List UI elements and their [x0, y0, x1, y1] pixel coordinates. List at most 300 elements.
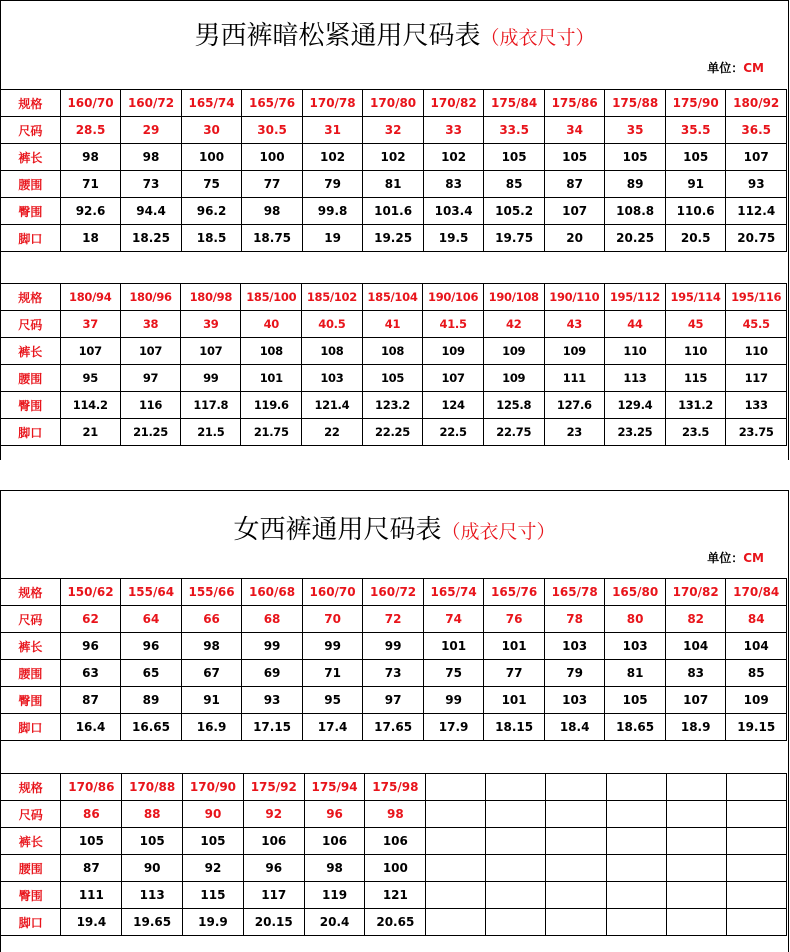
table-cell: 99: [181, 365, 241, 392]
table-cell: [546, 828, 606, 855]
table-cell: 165/76: [484, 579, 545, 606]
table-cell: 21: [60, 419, 120, 446]
table-cell: 89: [121, 687, 182, 714]
table-cell: 105: [362, 365, 423, 392]
table-cell: 17.9: [423, 714, 484, 741]
table-cell: 30: [181, 117, 242, 144]
row-label: 腰围: [1, 855, 61, 882]
table-cell: 112.4: [726, 198, 787, 225]
table-cell: 170/78: [302, 90, 363, 117]
table-cell: 63: [60, 660, 121, 687]
table-cell: 185/104: [362, 284, 423, 311]
length-row: [1, 338, 787, 365]
table-cell: 18.65: [605, 714, 666, 741]
table-cell: 175/84: [484, 90, 545, 117]
table-cell: [666, 801, 726, 828]
row-label: 裤长: [1, 828, 61, 855]
table-cell: 17.4: [302, 714, 363, 741]
table-cell: 23: [544, 419, 605, 446]
table-cell: [606, 882, 666, 909]
table-cell: 70: [302, 606, 363, 633]
size-row: [1, 311, 787, 338]
table-cell: 87: [60, 687, 121, 714]
table-cell: 40: [241, 311, 302, 338]
table-cell: 17.65: [363, 714, 424, 741]
table-cell: 98: [365, 801, 426, 828]
table-cell: 109: [483, 338, 544, 365]
table-cell: 106: [304, 828, 365, 855]
row-label: 尺码: [1, 311, 61, 338]
table-cell: 170/84: [726, 579, 787, 606]
table-cell: 19.9: [183, 909, 244, 936]
table-cell: 121.4: [302, 392, 363, 419]
table-cell: 108: [241, 338, 302, 365]
table-cell: 110: [726, 338, 787, 365]
table-cell: [666, 855, 726, 882]
table-cell: 33: [423, 117, 484, 144]
table-cell: 96.2: [181, 198, 242, 225]
table-cell: 107: [665, 687, 726, 714]
women-unit-label: [707, 549, 764, 566]
table-cell: 100: [242, 144, 303, 171]
row-label: 脚口: [1, 225, 61, 252]
row-label: 臀围: [1, 687, 61, 714]
table-cell: 22.25: [362, 419, 423, 446]
table-cell: 190/108: [483, 284, 544, 311]
table-cell: 64: [121, 606, 182, 633]
hip-row: [1, 882, 787, 909]
men-table-block2: [0, 283, 787, 446]
table-cell: 73: [121, 171, 182, 198]
table-cell: 99: [302, 633, 363, 660]
men-unit-label-text: 单位：: [707, 61, 744, 75]
women-table-block2: [0, 773, 787, 936]
table-cell: 131.2: [665, 392, 726, 419]
hem-row: [1, 419, 787, 446]
table-cell: [546, 774, 606, 801]
table-cell: 190/110: [544, 284, 605, 311]
table-cell: 96: [304, 801, 365, 828]
table-cell: 117.8: [181, 392, 241, 419]
table-cell: 40.5: [302, 311, 363, 338]
table-cell: 99: [363, 633, 424, 660]
table-cell: 99.8: [302, 198, 363, 225]
table-cell: 104: [665, 633, 726, 660]
table-cell: 110.6: [665, 198, 726, 225]
table-cell: 29: [121, 117, 182, 144]
hip-row: [1, 198, 787, 225]
table-cell: 114.2: [60, 392, 120, 419]
table-cell: 180/98: [181, 284, 241, 311]
table-cell: 106: [243, 828, 304, 855]
table-cell: 74: [423, 606, 484, 633]
table-cell: 170/82: [423, 90, 484, 117]
table-cell: 44: [605, 311, 666, 338]
spec-row: [1, 579, 787, 606]
table-cell: 90: [183, 801, 244, 828]
table-cell: 19.65: [122, 909, 183, 936]
table-cell: [486, 855, 546, 882]
table-cell: 45.5: [726, 311, 787, 338]
table-cell: 41.5: [423, 311, 484, 338]
table-cell: [426, 801, 486, 828]
men-unit-label: [707, 59, 764, 76]
row-label: 臀围: [1, 198, 61, 225]
table-cell: 75: [423, 660, 484, 687]
table-cell: 28.5: [60, 117, 121, 144]
table-cell: [726, 828, 786, 855]
table-cell: 98: [60, 144, 121, 171]
table-cell: 79: [544, 660, 605, 687]
table-cell: 105: [665, 144, 726, 171]
row-label: 脚口: [1, 714, 61, 741]
table-cell: 121: [365, 882, 426, 909]
table-cell: 87: [544, 171, 605, 198]
waist-row: [1, 365, 787, 392]
table-cell: 72: [363, 606, 424, 633]
table-cell: 102: [302, 144, 363, 171]
hip-row: [1, 687, 787, 714]
table-cell: 106: [365, 828, 426, 855]
table-cell: 18.9: [665, 714, 726, 741]
table-cell: 103: [544, 633, 605, 660]
table-cell: 81: [605, 660, 666, 687]
table-cell: [426, 882, 486, 909]
table-cell: 103.4: [423, 198, 484, 225]
table-cell: 20.25: [605, 225, 666, 252]
table-cell: 107: [726, 144, 787, 171]
table-cell: 90: [122, 855, 183, 882]
table-cell: 19.4: [61, 909, 122, 936]
table-cell: 117: [726, 365, 787, 392]
men-size-chart: [0, 0, 789, 460]
table-cell: [726, 774, 786, 801]
table-cell: 77: [242, 171, 303, 198]
row-label: 规格: [1, 579, 61, 606]
table-cell: 65: [121, 660, 182, 687]
table-cell: 117: [243, 882, 304, 909]
table-cell: 92.6: [60, 198, 121, 225]
table-cell: 190/106: [423, 284, 484, 311]
table-cell: 86: [61, 801, 122, 828]
table-cell: 21.5: [181, 419, 241, 446]
table-cell: 111: [61, 882, 122, 909]
length-row: [1, 633, 787, 660]
table-cell: 105: [544, 144, 605, 171]
table-cell: 165/76: [242, 90, 303, 117]
row-label: 臀围: [1, 882, 61, 909]
table-cell: 170/88: [122, 774, 183, 801]
table-cell: 101: [484, 633, 545, 660]
row-label: 裤长: [1, 633, 61, 660]
table-cell: 165/78: [544, 579, 605, 606]
table-cell: [486, 909, 546, 936]
table-cell: 87: [61, 855, 122, 882]
table-cell: [606, 828, 666, 855]
row-label: 尺码: [1, 606, 61, 633]
row-label: 腰围: [1, 365, 61, 392]
table-cell: 170/82: [665, 579, 726, 606]
table-cell: 107: [181, 338, 241, 365]
table-cell: 110: [665, 338, 726, 365]
spec-row: [1, 774, 787, 801]
table-cell: 99: [423, 687, 484, 714]
women-unit-value: CM: [743, 551, 764, 565]
table-cell: 110: [605, 338, 666, 365]
table-cell: 127.6: [544, 392, 605, 419]
men-title-subtitle: （成衣尺寸）: [480, 27, 595, 49]
row-label: 规格: [1, 90, 61, 117]
table-cell: 175/86: [544, 90, 605, 117]
table-cell: 107: [60, 338, 120, 365]
table-cell: 19.5: [423, 225, 484, 252]
table-cell: [546, 855, 606, 882]
table-cell: 92: [243, 801, 304, 828]
table-cell: 20.65: [365, 909, 426, 936]
table-cell: 103: [544, 687, 605, 714]
table-cell: 20.15: [243, 909, 304, 936]
table-cell: 150/62: [60, 579, 121, 606]
table-cell: 123.2: [362, 392, 423, 419]
table-cell: [666, 909, 726, 936]
table-cell: 175/94: [304, 774, 365, 801]
table-cell: 113: [605, 365, 666, 392]
table-cell: 101: [484, 687, 545, 714]
table-cell: 155/64: [121, 579, 182, 606]
table-cell: 165/74: [181, 90, 242, 117]
hem-row: [1, 909, 787, 936]
row-label: 裤长: [1, 144, 61, 171]
table-cell: 180/92: [726, 90, 787, 117]
table-cell: 18.75: [242, 225, 303, 252]
row-label: 臀围: [1, 392, 61, 419]
table-cell: 111: [544, 365, 605, 392]
table-cell: 35: [605, 117, 666, 144]
table-cell: 116: [120, 392, 180, 419]
table-cell: [666, 774, 726, 801]
table-cell: 96: [243, 855, 304, 882]
table-cell: 108: [302, 338, 363, 365]
table-cell: 89: [605, 171, 666, 198]
table-cell: 43: [544, 311, 605, 338]
table-cell: 20.75: [726, 225, 787, 252]
men-chart-title: [1, 15, 788, 52]
table-cell: 109: [483, 365, 544, 392]
waist-row: [1, 660, 787, 687]
table-cell: 85: [726, 660, 787, 687]
waist-row: [1, 855, 787, 882]
table-cell: 62: [60, 606, 121, 633]
table-cell: [606, 801, 666, 828]
table-cell: 78: [544, 606, 605, 633]
table-cell: 105: [61, 828, 122, 855]
table-cell: 19.25: [363, 225, 424, 252]
table-cell: 22.5: [423, 419, 484, 446]
table-cell: 102: [363, 144, 424, 171]
table-cell: [606, 909, 666, 936]
table-cell: 115: [665, 365, 726, 392]
women-chart-title: [1, 509, 788, 546]
row-label: 脚口: [1, 419, 61, 446]
table-cell: 19.75: [484, 225, 545, 252]
table-cell: 160/72: [363, 579, 424, 606]
table-cell: 102: [423, 144, 484, 171]
table-cell: 81: [363, 171, 424, 198]
table-cell: 107: [423, 365, 484, 392]
women-title-text: 女西裤通用尺码表: [233, 515, 442, 545]
table-cell: [486, 828, 546, 855]
table-cell: 37: [60, 311, 120, 338]
table-cell: 133: [726, 392, 787, 419]
table-cell: 79: [302, 171, 363, 198]
hem-row: [1, 714, 787, 741]
length-row: [1, 828, 787, 855]
table-cell: 170/86: [61, 774, 122, 801]
table-cell: 160/70: [60, 90, 121, 117]
table-cell: [726, 882, 786, 909]
table-cell: 75: [181, 171, 242, 198]
table-cell: 23.25: [605, 419, 666, 446]
women-title-subtitle: （成衣尺寸）: [441, 521, 556, 543]
length-row: [1, 144, 787, 171]
size-row: [1, 606, 787, 633]
table-cell: 20.4: [304, 909, 365, 936]
table-cell: 35.5: [665, 117, 726, 144]
table-cell: 175/88: [605, 90, 666, 117]
table-cell: [546, 882, 606, 909]
table-cell: 30.5: [242, 117, 303, 144]
spec-row: [1, 90, 787, 117]
table-cell: 76: [484, 606, 545, 633]
table-cell: 67: [181, 660, 242, 687]
table-cell: 129.4: [605, 392, 666, 419]
row-label: 规格: [1, 284, 61, 311]
table-cell: 18.25: [121, 225, 182, 252]
men-table-block1: [0, 89, 787, 252]
table-cell: 170/80: [363, 90, 424, 117]
table-cell: 68: [242, 606, 303, 633]
table-cell: 101: [241, 365, 302, 392]
women-size-chart: [0, 490, 789, 952]
table-cell: 91: [665, 171, 726, 198]
table-cell: 23.75: [726, 419, 787, 446]
table-cell: 38: [120, 311, 180, 338]
table-cell: 22.75: [483, 419, 544, 446]
row-label: 腰围: [1, 171, 61, 198]
table-cell: 17.15: [242, 714, 303, 741]
table-cell: [666, 882, 726, 909]
size-row: [1, 801, 787, 828]
table-cell: 18.5: [181, 225, 242, 252]
table-cell: 113: [122, 882, 183, 909]
table-cell: 98: [181, 633, 242, 660]
table-cell: 20.5: [665, 225, 726, 252]
table-cell: 20: [544, 225, 605, 252]
table-cell: 42: [483, 311, 544, 338]
table-cell: 160/68: [242, 579, 303, 606]
table-cell: 160/72: [121, 90, 182, 117]
spec-row: [1, 284, 787, 311]
table-cell: [546, 801, 606, 828]
table-cell: 105: [183, 828, 244, 855]
table-cell: [726, 855, 786, 882]
table-cell: [486, 882, 546, 909]
table-cell: 31: [302, 117, 363, 144]
table-cell: 97: [363, 687, 424, 714]
table-cell: 18: [60, 225, 121, 252]
table-cell: 93: [242, 687, 303, 714]
table-cell: 108.8: [605, 198, 666, 225]
table-cell: 119.6: [241, 392, 302, 419]
waist-row: [1, 171, 787, 198]
table-cell: 66: [181, 606, 242, 633]
women-table-block1: [0, 578, 787, 741]
table-cell: 105: [605, 144, 666, 171]
table-cell: 16.9: [181, 714, 242, 741]
table-cell: 36.5: [726, 117, 787, 144]
table-cell: [726, 801, 786, 828]
table-cell: 195/116: [726, 284, 787, 311]
table-cell: 84: [726, 606, 787, 633]
table-cell: 185/100: [241, 284, 302, 311]
table-cell: 23.5: [665, 419, 726, 446]
table-cell: [426, 909, 486, 936]
table-cell: 100: [365, 855, 426, 882]
row-label: 脚口: [1, 909, 61, 936]
table-cell: [726, 909, 786, 936]
hip-row: [1, 392, 787, 419]
table-cell: 82: [665, 606, 726, 633]
table-cell: 109: [726, 687, 787, 714]
table-cell: 22: [302, 419, 363, 446]
row-label: 规格: [1, 774, 61, 801]
table-cell: 71: [302, 660, 363, 687]
table-cell: 80: [605, 606, 666, 633]
table-cell: 34: [544, 117, 605, 144]
table-cell: [606, 855, 666, 882]
women-unit-label-text: 单位：: [707, 551, 744, 565]
table-cell: 18.4: [544, 714, 605, 741]
table-cell: 103: [302, 365, 363, 392]
men-title-text: 男西裤暗松紧通用尺码表: [194, 21, 481, 51]
size-row: [1, 117, 787, 144]
table-cell: [486, 774, 546, 801]
table-cell: [426, 774, 486, 801]
table-cell: 107: [120, 338, 180, 365]
table-cell: [426, 828, 486, 855]
table-cell: 21.75: [241, 419, 302, 446]
table-cell: 83: [423, 171, 484, 198]
table-cell: 165/74: [423, 579, 484, 606]
table-cell: 98: [304, 855, 365, 882]
table-cell: 100: [181, 144, 242, 171]
table-cell: 99: [242, 633, 303, 660]
table-cell: 45: [665, 311, 726, 338]
table-cell: 104: [726, 633, 787, 660]
table-cell: 160/70: [302, 579, 363, 606]
table-cell: 109: [544, 338, 605, 365]
table-cell: 107: [544, 198, 605, 225]
table-cell: 16.4: [60, 714, 121, 741]
table-cell: 95: [60, 365, 120, 392]
table-cell: 96: [60, 633, 121, 660]
table-cell: 41: [362, 311, 423, 338]
table-cell: 85: [484, 171, 545, 198]
row-label: 尺码: [1, 801, 61, 828]
table-cell: 19.15: [726, 714, 787, 741]
table-cell: 21.25: [120, 419, 180, 446]
table-cell: 101: [423, 633, 484, 660]
